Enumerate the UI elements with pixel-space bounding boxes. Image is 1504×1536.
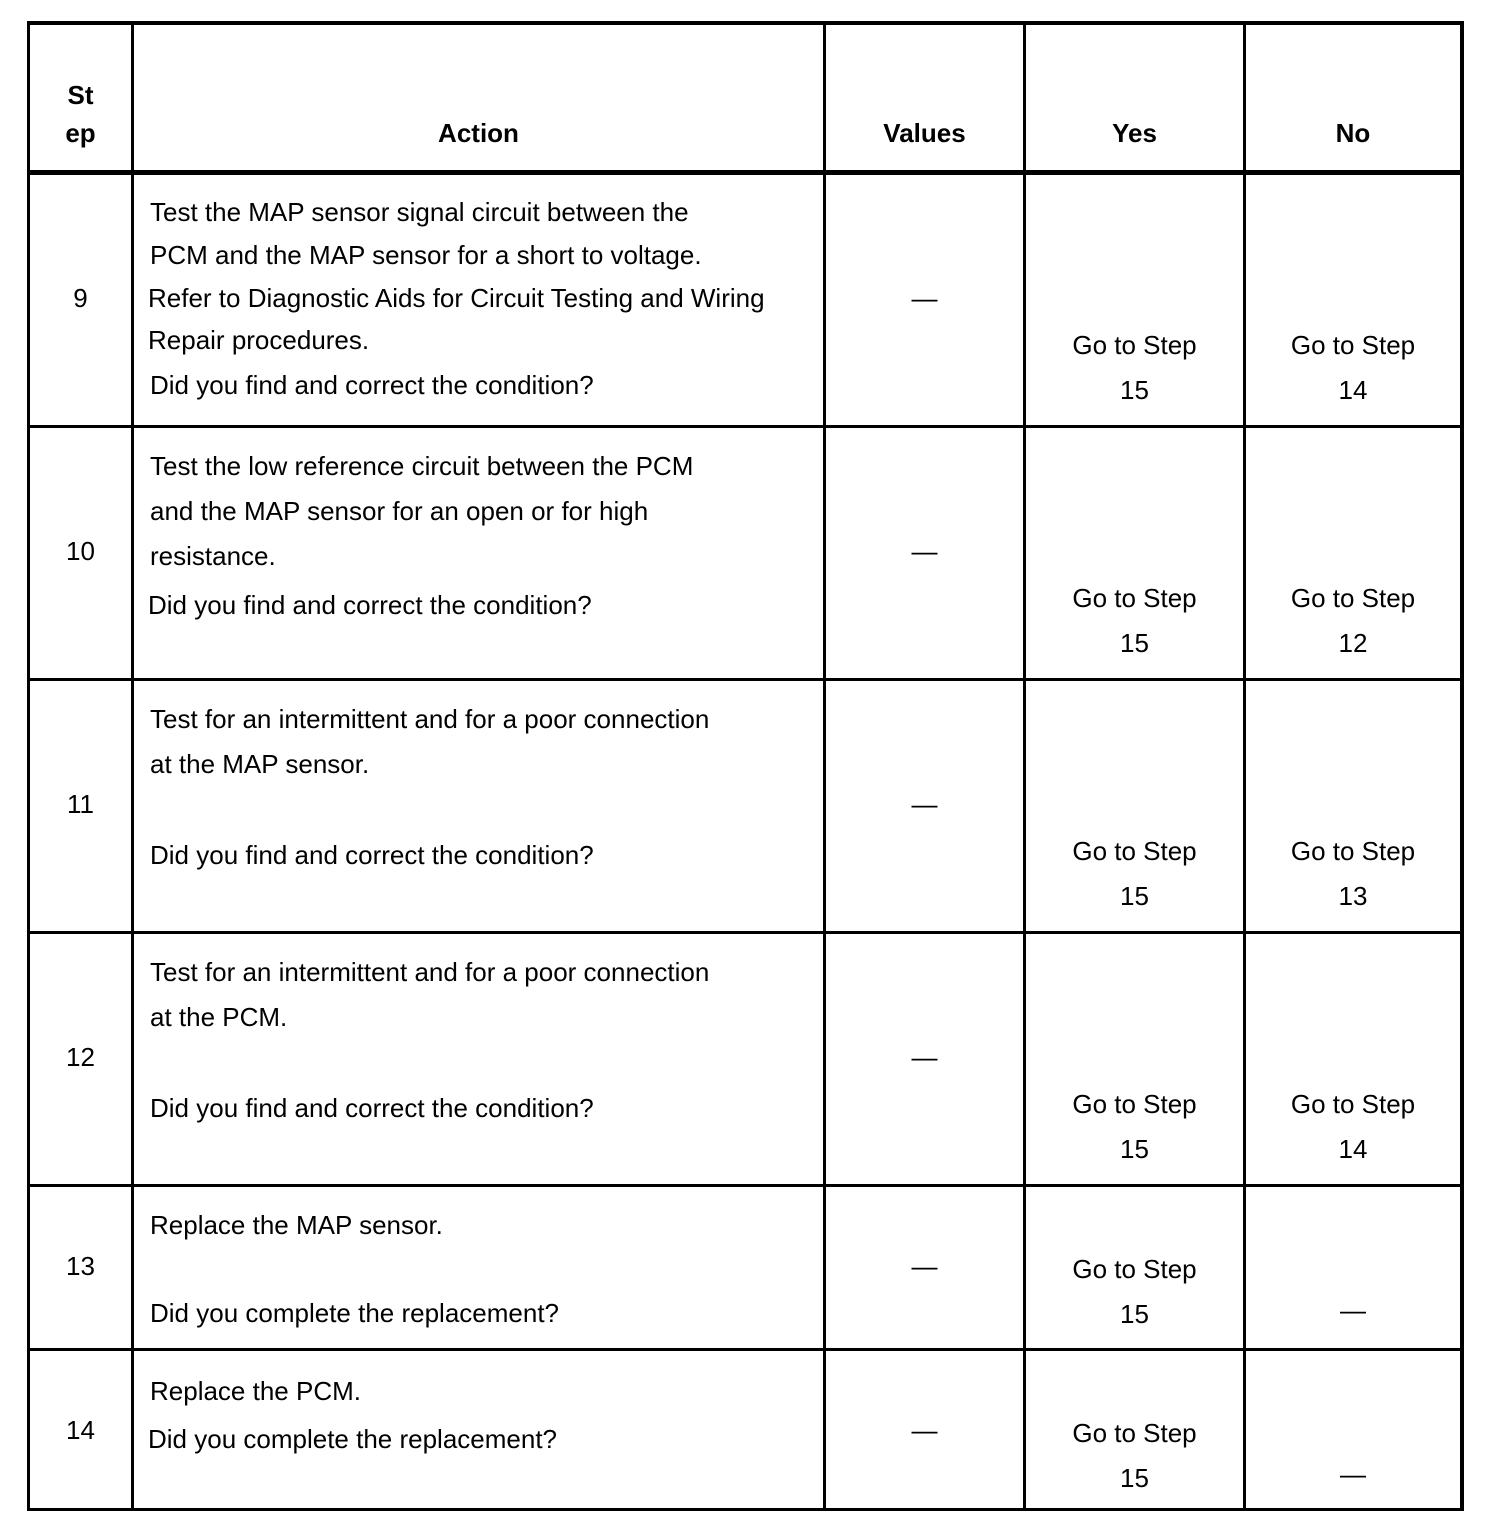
step-number: 13 <box>66 1251 95 1281</box>
action-cell <box>134 1351 826 1511</box>
header-values-cell <box>826 25 1026 170</box>
yes-goto-step: 15 <box>1120 881 1149 911</box>
no-goto-step: 14 <box>1338 1134 1368 1164</box>
action-line: Replace the MAP sensor. <box>150 1210 443 1240</box>
header-no-label: No <box>1335 118 1371 148</box>
yes-cell <box>1026 1187 1246 1348</box>
action-line: Test the low reference circuit between the PCM <box>150 451 694 481</box>
values-cell <box>826 428 1026 678</box>
action-cell <box>134 1187 826 1348</box>
yes-cell <box>1026 934 1246 1184</box>
no-cell <box>1246 175 1460 425</box>
yes-goto-step: 15 <box>1120 1134 1149 1164</box>
yes-cell <box>1026 681 1246 931</box>
step-number: 14 <box>66 1415 95 1445</box>
step-cell <box>30 1351 134 1511</box>
values-cell <box>826 1351 1026 1511</box>
action-question: Did you find and correct the condition? <box>150 1093 594 1123</box>
no-goto-step: 14 <box>1338 375 1368 405</box>
yes-goto-label: Go to Step <box>1072 330 1197 360</box>
action-line: PCM and the MAP sensor for a short to voltage. <box>150 240 702 270</box>
yes-cell <box>1026 175 1246 425</box>
step-number: 10 <box>66 536 95 566</box>
action-question: Did you complete the replacement? <box>148 1424 558 1454</box>
header-action-cell <box>134 25 826 170</box>
values-dash: — <box>911 789 938 819</box>
table-row <box>30 681 1460 934</box>
header-step-line1: St <box>67 80 94 110</box>
values-cell <box>826 1187 1026 1348</box>
yes-goto <box>1026 323 1243 413</box>
step-cell <box>30 175 134 425</box>
no-goto <box>1246 576 1460 666</box>
step-number: 9 <box>73 283 88 313</box>
values-dash: — <box>911 1251 938 1281</box>
values-cell <box>826 175 1026 425</box>
table-row <box>30 1187 1460 1351</box>
action-line: Test the MAP sensor signal circuit between the <box>150 197 689 227</box>
action-line: at the MAP sensor. <box>150 749 370 779</box>
no-goto-label: Go to Step <box>1290 330 1416 360</box>
no-goto <box>1246 323 1460 413</box>
action-question: Did you find and correct the condition? <box>148 590 592 620</box>
header-yes-cell <box>1026 25 1246 170</box>
action-line: Test for an intermittent and for a poor connection <box>150 704 710 734</box>
no-cell <box>1246 934 1460 1184</box>
action-line: and the MAP sensor for an open or for high <box>150 496 649 526</box>
action-text <box>150 950 803 1131</box>
yes-goto-step: 15 <box>1120 375 1149 405</box>
header-step-cell <box>30 25 134 170</box>
action-text <box>150 697 803 878</box>
yes-goto-label: Go to Step <box>1072 1254 1197 1284</box>
step-cell <box>30 428 134 678</box>
diagnostic-table <box>27 21 1464 1511</box>
action-question: Did you find and correct the condition? <box>150 370 594 400</box>
action-cell <box>134 175 826 425</box>
step-cell <box>30 1187 134 1348</box>
action-cell <box>134 681 826 931</box>
no-goto-step: 13 <box>1338 881 1368 911</box>
action-question: Did you find and correct the condition? <box>150 840 594 870</box>
action-text <box>150 1203 803 1335</box>
yes-goto-label: Go to Step <box>1072 836 1197 866</box>
action-question: Did you complete the replacement? <box>150 1298 560 1328</box>
action-text <box>150 191 803 407</box>
yes-cell <box>1026 1351 1246 1511</box>
yes-goto-label: Go to Step <box>1072 1418 1197 1448</box>
no-goto-label: Go to Step <box>1290 1089 1416 1119</box>
no-cell <box>1246 681 1460 931</box>
table-header-row <box>30 25 1460 175</box>
action-line: resistance. <box>150 541 276 571</box>
header-step-label <box>30 76 131 152</box>
no-dash: — <box>1340 1459 1366 1489</box>
action-text <box>150 444 803 628</box>
yes-cell <box>1026 428 1246 678</box>
step-cell <box>30 681 134 931</box>
table-row <box>30 934 1460 1187</box>
action-text <box>150 1367 803 1463</box>
no-dash: — <box>1340 1295 1366 1325</box>
action-line: Replace the PCM. <box>150 1376 361 1406</box>
yes-goto-label: Go to Step <box>1072 1089 1197 1119</box>
yes-goto-label: Go to Step <box>1072 583 1197 613</box>
header-values-label: Values <box>883 118 966 148</box>
table-row <box>30 428 1460 681</box>
values-cell <box>826 934 1026 1184</box>
yes-goto <box>1026 576 1243 666</box>
action-line: Test for an intermittent and for a poor connection <box>150 957 710 987</box>
values-dash: — <box>911 283 938 313</box>
yes-goto <box>1026 1411 1243 1501</box>
no-goto-step: 12 <box>1338 628 1368 658</box>
action-line: Refer to Diagnostic Aids for Circuit Testing and Wiring <box>148 283 765 313</box>
values-cell <box>826 681 1026 931</box>
values-dash: — <box>911 536 938 566</box>
action-line: at the PCM. <box>150 1002 288 1032</box>
header-no-cell <box>1246 25 1460 170</box>
action-line: Repair procedures. <box>148 325 370 355</box>
table-row <box>30 1351 1460 1511</box>
no-cell <box>1246 1351 1460 1511</box>
values-dash: — <box>911 1415 938 1445</box>
action-cell <box>134 428 826 678</box>
action-cell <box>134 934 826 1184</box>
yes-goto-step: 15 <box>1120 1299 1149 1329</box>
yes-goto-step: 15 <box>1120 628 1149 658</box>
no-goto <box>1246 1082 1460 1172</box>
header-yes-label: Yes <box>1112 118 1157 148</box>
no-cell <box>1246 1187 1460 1348</box>
no-goto-label: Go to Step <box>1290 836 1416 866</box>
table-row <box>30 175 1460 428</box>
step-number: 11 <box>67 789 94 819</box>
no-goto <box>1246 829 1460 919</box>
header-action-label: Action <box>438 118 519 148</box>
no-goto-label: Go to Step <box>1290 583 1416 613</box>
yes-goto <box>1026 1082 1243 1172</box>
yes-goto-step: 15 <box>1120 1463 1149 1493</box>
yes-goto <box>1026 829 1243 919</box>
step-number: 12 <box>66 1042 95 1072</box>
yes-goto <box>1026 1247 1243 1337</box>
values-dash: — <box>911 1042 938 1072</box>
header-step-line2: ep <box>65 118 96 148</box>
step-cell <box>30 934 134 1184</box>
no-cell <box>1246 428 1460 678</box>
